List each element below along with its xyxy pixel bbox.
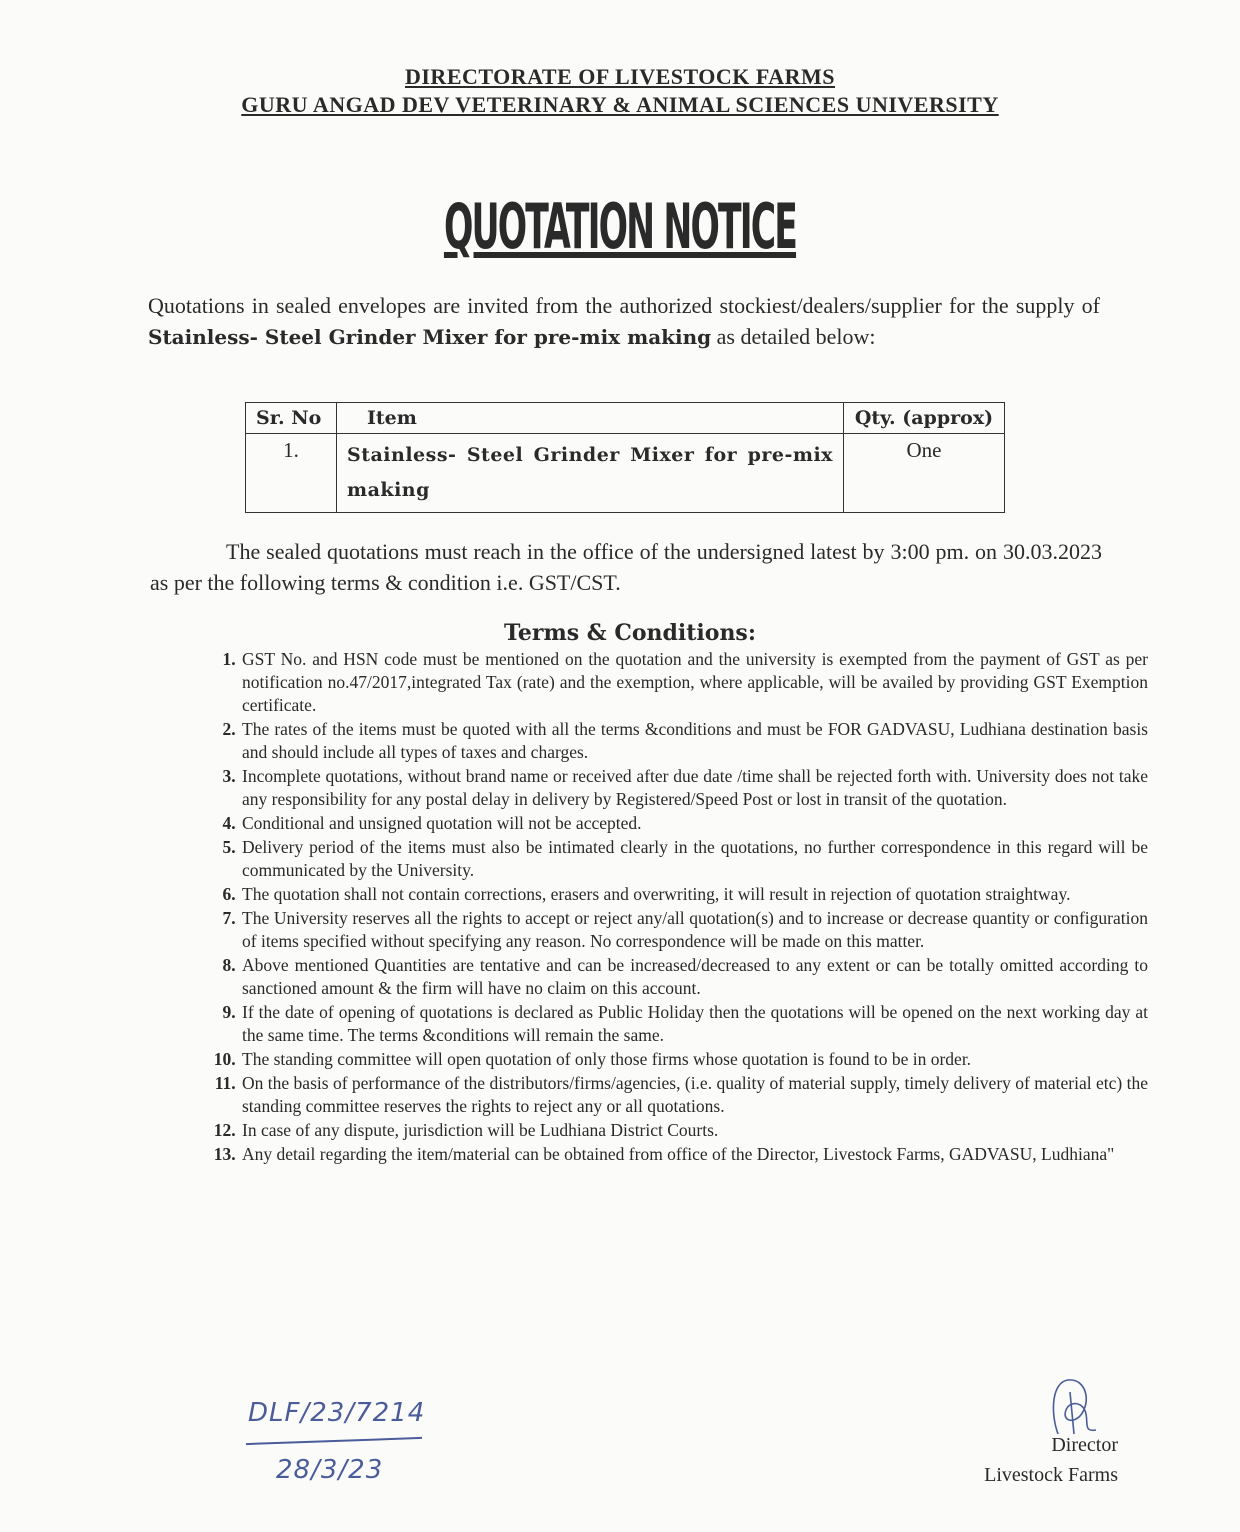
header-university: GURU ANGAD DEV VETERINARY & ANIMAL SCIENCES UNIVERSITY xyxy=(241,92,999,117)
cell-sr-no: 1. xyxy=(246,434,337,513)
signatory-block xyxy=(950,1430,1118,1490)
list-item: 1. GST No. and HSN code must be mentioned on the quotation and the university is exempted from the payment of GST as per notification no.47/2017,integrated Tax (rate) and the exemption, where applicable, will be availed by providing GST Exemption certificate. xyxy=(240,648,1148,717)
list-item: 10. The standing committee will open quotation of only those firms whose quotation is found to be in order. xyxy=(240,1048,1148,1071)
deadline-paragraph: The sealed quotations must reach in the office of the undersigned latest by 3:00 pm. on 30.03.2023 as per the following terms & condition i.e. GST/CST. xyxy=(150,539,1102,595)
intro-paragraph xyxy=(148,290,1100,353)
cell-qty: One xyxy=(844,434,1005,513)
terms-list xyxy=(200,648,1148,1167)
signatory-office: Livestock Farms xyxy=(984,1464,1118,1486)
intro-item-name: Stainless- Steel Grinder Mixer for pre-mix making xyxy=(148,325,712,349)
list-item: 7. The University reserves all the rights to accept or reject any/all quotation(s) and to increase or decrease quantity or configuration of items specified without specifying any reason. No correspondence will be made on this matter. xyxy=(240,907,1148,953)
list-item: 5. Delivery period of the items must also be intimated clearly in the quotations, no further correspondence in this regard will be communicated by the University. xyxy=(240,836,1148,882)
handwritten-reference: DLF/23/7214 xyxy=(248,1398,426,1428)
handwritten-divider xyxy=(246,1437,422,1445)
header-directorate: DIRECTORATE OF LIVESTOCK FARMS xyxy=(404,64,835,89)
items-table xyxy=(245,402,1005,513)
table-row xyxy=(246,434,1005,513)
list-item: 13. Any detail regarding the item/material can be obtained from office of the Director, Livestock Farms, GADVASU, Ludhiana" xyxy=(240,1143,1148,1166)
intro-text-end: as detailed below: xyxy=(711,324,876,349)
header-sr-no: Sr. No xyxy=(246,403,337,434)
list-item: 8. Above mentioned Quantities are tentative and can be increased/decreased to any extent or can be totally omitted according to sanctioned amount & the firm will have no claim on this account. xyxy=(240,954,1148,1000)
handwritten-date: 28/3/23 xyxy=(276,1455,384,1485)
intro-text: Quotations in sealed envelopes are invited from the authorized stockiest/dealers/supplier for the supply of xyxy=(148,293,1100,318)
list-item: 3. Incomplete quotations, without brand name or received after due date /time shall be rejected forth with. University does not take any responsibility for any postal delay in delivery by Registered/Speed Post or lost in transit of the quotation. xyxy=(240,765,1148,811)
cell-item: Stainless- Steel Grinder Mixer for pre-mix making xyxy=(337,434,844,513)
list-item: 9. If the date of opening of quotations is declared as Public Holiday then the quotations will be opened on the next working day at the same time. The terms &conditions will remain the same. xyxy=(240,1001,1148,1047)
notice-title: QUOTATION NOTICE xyxy=(443,190,797,263)
list-item: 2. The rates of the items must be quoted with all the terms &conditions and must be FOR GADVASU, Ludhiana destination basis and should include all types of taxes and charges. xyxy=(240,718,1148,764)
list-item: 4. Conditional and unsigned quotation will not be accepted. xyxy=(240,812,1148,835)
signatory-title: Director xyxy=(1051,1434,1118,1456)
terms-heading: Terms & Conditions: xyxy=(504,620,756,646)
header-qty: Qty. (approx) xyxy=(844,403,1005,434)
table-header-row xyxy=(246,403,1005,434)
header-item: Item xyxy=(337,403,844,434)
list-item: 11. On the basis of performance of the distributors/firms/agencies, (i.e. quality of material supply, timely delivery of material etc) the standing committee reserves the rights to reject any or all quotations. xyxy=(240,1072,1148,1118)
list-item: 12. In case of any dispute, jurisdiction will be Ludhiana District Courts. xyxy=(240,1119,1148,1142)
list-item: 6. The quotation shall not contain corrections, erasers and overwriting, it will result in rejection of quotation straightway. xyxy=(240,883,1148,906)
